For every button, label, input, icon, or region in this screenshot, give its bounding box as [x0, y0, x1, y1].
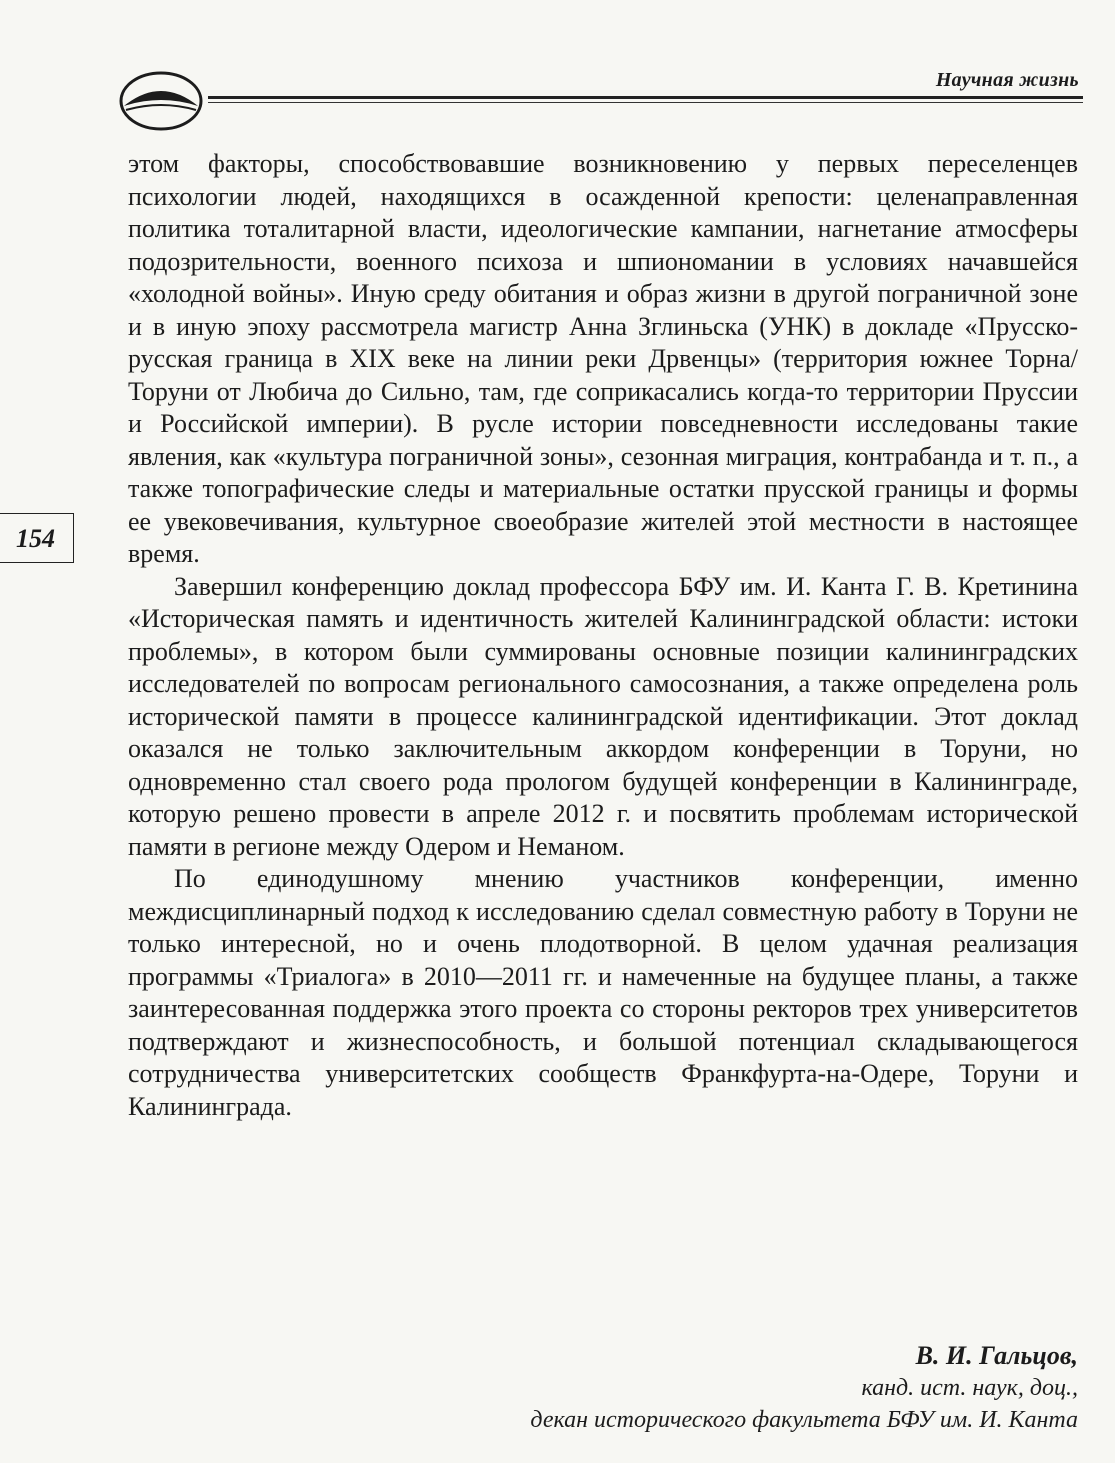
- article-body: [128, 148, 1078, 1123]
- section-title: Научная жизнь: [935, 69, 1079, 91]
- paragraph-1: этом факторы, способствовавшие возникновению у первых переселенцев психологии людей, находящихся в осажденной крепости: целенаправленная политика тоталитарной власти, идеологические кампании, нагнетание атмосферы подозрительности, военного психоза и шпиономании в условиях начавшейся «холодной войны». Иную среду обитания и образ жизни в другой пограничной зоне и в иную эпоху рассмотрела магистр Анна Зглиньска (УНК) в докладе «Прусско-русская граница в XIX веке на линии реки Дрвенцы» (территория южнее Торна/Торуни от Любича до Сильно, там, где соприкасались когда-то территории Пруссии и Российской империи). В русле истории повседневности исследованы такие явления, как «культура пограничной зоны», сезонная миграция, контрабанда и т. п., а также топографические следы и материальные остатки прусской границы и формы ее увековечивания, культурное своеобразие жителей этой местности в настоящее время.: [128, 149, 1078, 568]
- author-name: В. И. Гальцов,: [915, 1341, 1078, 1370]
- author-degree: канд. ист. наук, доц.,: [861, 1375, 1078, 1401]
- journal-logo-icon: [118, 70, 204, 132]
- page-header: [118, 58, 1083, 138]
- paragraph-3: По единодушному мнению участников конференции, именно междисциплинарный подход к исследованию сделал совместную работу в Торуни не только интересной, но и очень плодотворной. В целом удачная реализация программы «Триалога» в 2010—2011 гг. и намеченные на будущее планы, а также заинтересованная поддержка этого проекта со стороны ректоров трех университетов подтверждают и жизнеспособность, и большой потенциал складывающегося сотрудничества университетских сообществ Франкфурта-на-Одере, Торуни и Калининграда.: [128, 864, 1078, 1121]
- author-position: декан исторического факультета БФУ им. И. Канта: [530, 1407, 1078, 1433]
- header-rule: [208, 96, 1083, 103]
- paragraph-2: Завершил конференцию доклад профессора БФУ им. И. Канта Г. В. Кретинина «Историческая память и идентичность жителей Калининградской области: истоки проблемы», в котором были суммированы основные позиции калининградских исследователей по вопросам регионального самосознания, а также определена роль исторической памяти в процессе калининградской идентификации. Этот доклад оказался не только заключительным аккордом конференции в Торуни, но одновременно стал своего рода прологом будущей конференции в Калининграде, которую решено провести в апреле 2012 г. и посвятить проблемам исторической памяти в регионе между Одером и Неманом.: [128, 571, 1078, 861]
- page-number: 154: [0, 513, 74, 563]
- author-signature: [530, 1340, 1078, 1436]
